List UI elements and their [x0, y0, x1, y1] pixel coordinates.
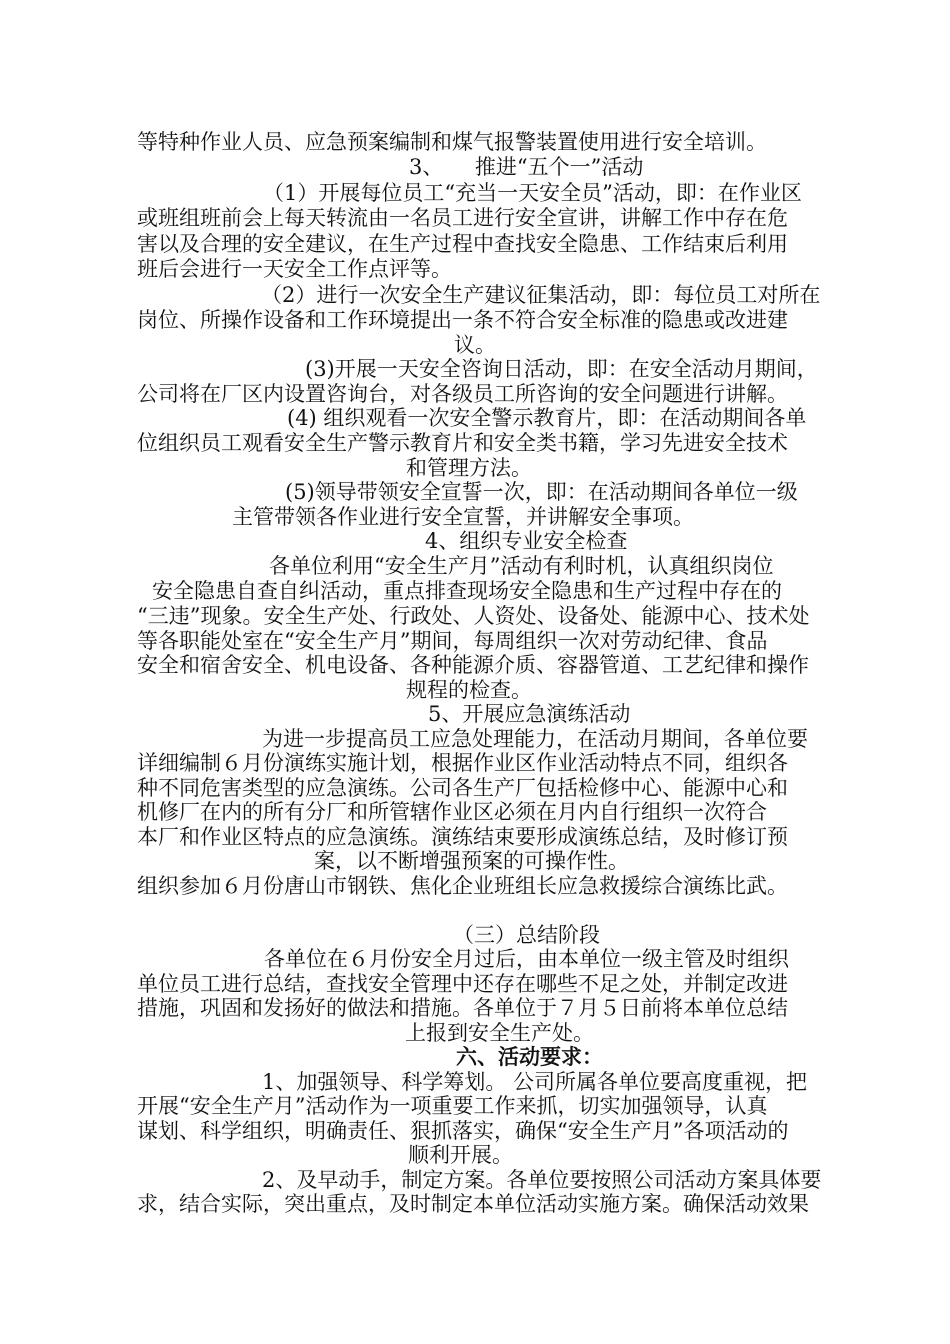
text-line: 详细编制６月份演练实施计划，根据作业区作业活动特点不同，组织各: [137, 751, 788, 775]
section-heading: 六、活动要求：: [456, 1044, 603, 1069]
text-line: 种不同危害类型的应急演练。公司各生产厂包括检修中心、能源中心和: [137, 776, 788, 800]
section-heading: 3、 推进“五个一”活动: [409, 155, 644, 179]
text-line: 单位员工进行总结，查找安全管理中还存在哪些不足之处，并制定改进: [137, 972, 788, 996]
text-line: 顺利开展。: [408, 1143, 513, 1167]
text-line: 开展“安全生产月”活动作为一项重要工作来抓，切实加强领导，认真: [137, 1094, 768, 1118]
text-line: 或班组班前会上每天转流由一名员工进行安全宣讲，讲解工作中存在危: [137, 206, 788, 230]
text-line: 案，以不断增强预案的可操作性。: [314, 849, 629, 873]
text-line: 求，结合实际，突出重点，及时制定本单位活动实施方案。确保活动效果: [137, 1192, 809, 1216]
text-line: 岗位、所操作设备和工作环境提出一条不符合安全标准的隐患或改进建: [137, 308, 788, 332]
text-line: 组织参加６月份唐山市钢铁、焦化企业班组长应急救援综合演练比武。: [137, 874, 788, 898]
text-line: 为进一步提高员工应急处理能力，在活动月期间，各单位要: [262, 727, 808, 751]
text-line: 位组织员工观看安全生产警示教育片和安全类书籍，学习先进安全技术: [137, 431, 788, 455]
text-line: 上报到安全生产处。: [405, 1021, 594, 1045]
text-line: (5)领导带领安全宣誓一次，即：在活动期间各单位一级: [285, 480, 798, 504]
text-line: 主管带领各作业进行安全宣誓，并讲解安全事项。: [232, 505, 694, 529]
section-heading: 4、组织专业安全检查: [425, 529, 628, 553]
text-line: “三违”现象。安全生产处、行政处、人资处、设备处、能源中心、技术处: [137, 604, 810, 628]
text-line: 害以及合理的安全建议，在生产过程中查找安全隐患、工作结束后利用: [137, 232, 788, 256]
text-line: 谋划、科学组织，明确责任、狠抓落实，确保“安全生产月”各项活动的: [137, 1119, 789, 1143]
text-line: 2、及早动手，制定方案。各单位要按照公司活动方案具体要: [262, 1168, 822, 1192]
text-line: 本厂和作业区特点的应急演练。演练结束要形成演练总结，及时修订预: [137, 825, 788, 849]
text-line: 等特种作业人员、应急预案编制和煤气报警装置使用进行安全培训。: [137, 130, 767, 154]
section-heading: 5、开展应急演练活动: [428, 702, 631, 726]
text-line: 安全隐患自查自纠活动，重点排查现场安全隐患和生产过程中存在的: [152, 579, 782, 603]
text-line: 和管理方法。: [406, 456, 532, 480]
text-line: （1）开展每位员工“充当一天安全员”活动，即：在作业区: [263, 181, 802, 205]
text-line: 1、加强领导、科学筹划。 公司所属各单位要高度重视，把: [262, 1070, 808, 1094]
text-line: 公司将在厂区内设置咨询台，对各级员工所咨询的安全问题进行讲解。: [137, 382, 788, 406]
text-line: 班后会进行一天安全工作点评等。: [137, 257, 452, 281]
text-line: 议。: [454, 333, 496, 357]
text-line: 安全和宿舍安全、机电设备、各种能源介质、容器管道、工艺纪律和操作: [137, 653, 809, 677]
text-line: 措施，巩固和发扬好的做法和措施。各单位于７月５日前将本单位总结: [137, 996, 788, 1020]
text-line: 机修厂在内的所有分厂和所管辖作业区必须在月内自行组织一次符合: [137, 800, 767, 824]
text-line: 等各职能处室在“安全生产月”期间，每周组织一次对劳动纪律、食品: [137, 629, 768, 653]
text-line: 各单位利用“安全生产月”活动有利时机，认真组织岗位: [269, 554, 774, 578]
section-heading: （三）总结阶段: [453, 923, 600, 947]
text-line: 各单位在６月份安全月过后，由本单位一级主管及时组织: [264, 947, 789, 971]
text-line: （2）进行一次安全生产建议征集活动，即：每位员工对所在: [261, 283, 821, 307]
text-line: (4) 组织观看一次安全警示教育片，即：在活动期间各单: [287, 406, 807, 430]
text-line: (3)开展一天安全咨询日活动，即：在安全活动月期间，: [305, 357, 818, 381]
text-line: 规程的检查。: [406, 678, 532, 702]
